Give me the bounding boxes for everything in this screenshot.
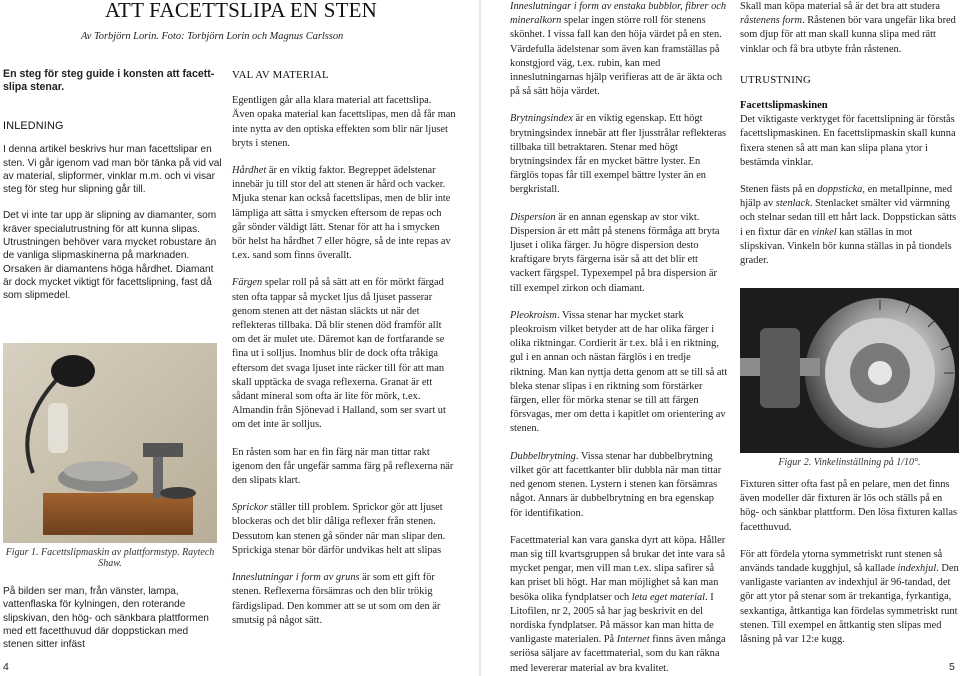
term-inneslutningar: Inneslutningar i form av enstaka bubblor, fibrer och mineralkorn: [510, 1, 727, 27]
column-2: [232, 68, 456, 641]
term-doppsticka: doppsticka: [817, 184, 863, 196]
figure-1-description: [3, 585, 219, 664]
brytningsindex-paragraph: [510, 112, 728, 197]
rastenens-text-a: Skall man köpa material så är det bra att studera: [740, 1, 940, 12]
inneslutningar-text: spelar ingen större roll för stenens skönhet. I vissa fall kan den höja värdet på en sten. Värdefulla ädelstenar som även kan framställas på konstgjord väg, t.ex. rubin, kan med inneslutningarnas hjälp verifieras att de är äkta och på så sätt höja värdet.: [510, 15, 723, 98]
indexhjul-paragraph: [740, 548, 959, 647]
figure-1-text: På bilden ser man, från vänster, lampa, vattenflaska för kylningen, den roterande slipskivan, den hög- och sänkbara plattformen med ett facetthuvud där doppstickan med stenen sitter infäst: [3, 586, 209, 651]
term-hardhet: Hårdhet: [232, 165, 267, 177]
column-3: [510, 0, 728, 676]
column-4-bottom: [740, 478, 959, 660]
pleokroism-text: . Vissa stenar har mycket stark pleokroism vilket betyder att de har olika färger i olika riktningar. Cordierit är t.ex. blå i en riktning, gul i en annan och nästan färglös i en tredje riktning. Man kan nyttja detta genom att se till så att bleka stenar slipas i en riktning som förstärker färgen, eller för mörka stenar se till att färgen försvagas, mer om detta i kapitlet om orientering av stenen.: [510, 309, 728, 435]
rastenens-text-b: . Råstenen bör vara ungefär lika bred som djup för att man skall kunna slipa med rätt vinklar och få bra utbyte från råstenen.: [740, 15, 956, 55]
figure-1-photo: [3, 343, 217, 543]
rastenens-form-paragraph: [740, 0, 959, 57]
lead-paragraph: En steg för steg guide i konsten att facettslipa stenar.: [3, 68, 215, 93]
fixture-paragraph: Fixturen sitter ofta fast på en pelare, men det finns även modeller där fixturen är lös och ställs på en hög- och sänkbar plattform. Den lösa fixturen kallas facetthuvud.: [740, 479, 957, 533]
term-leta-eget-material: leta eget material: [631, 591, 706, 603]
subheading-facettslipmaskinen: Facettslipmaskinen: [740, 100, 828, 112]
facettmaterial-text-c: finns även många seriösa säljare av facettmaterial, som du kan räkna med levererar material av bra kvalitet.: [510, 634, 726, 674]
intro-paragraph-1: I denna artikel beskrivs hur man facettslipar en sten. Vi går igenom vad man bör tänka på vid val av material, slipformer, vinklar m.m. och vi visar steg för steg hur slipning går till.: [3, 144, 222, 196]
term-internet: Internet: [616, 634, 650, 646]
term-dubbelbrytning: Dubbelbrytning: [510, 450, 576, 462]
indexhjul-text-b: . Den vanligaste varianten av indexhjul är 96-tandad, det gör att ytor på stenar som är trekantiga, fyrkantiga, sexkantiga, åttkantiga kan fördelas symmetriskt runt stenen. Till exempel en åttkantig sten slipas med låsning på var 12:e kugg.: [740, 563, 959, 646]
facet-machine-image: [3, 343, 217, 543]
page-gutter: [479, 0, 481, 676]
article-byline: Av Torbjörn Lorin. Foto: Torbjörn Lorin och Magnus Carlsson: [81, 31, 344, 42]
term-indexhjul: indexhjul: [897, 563, 937, 575]
figure-2-photo: [740, 288, 959, 453]
term-dispersion: Dispersion: [510, 211, 556, 223]
sprickor-text: ställer till problem. Sprickor gör att ljuset blockeras och det blir dåliga reflexer från stenen. Dessutom kan stenen gå sönder när man slipar den. Sprickiga stenar bör därför undvikas helt att slipas: [232, 502, 446, 556]
material-paragraph-hardhet: [232, 164, 456, 263]
equipment-text-d: kan ställas in mot slipskivan. Vinkeln bör kunna ställas in på tiondels grader.: [740, 226, 952, 267]
term-sprickor: Sprickor: [232, 502, 268, 514]
article-title: ATT FACETTSLIPA EN STEN: [105, 0, 377, 22]
fargen-text: spelar roll på så sätt att en för mörkt färgad sten ofta tappar så mycket ljus då ljuset passerar genom stenen att det nästan släckts ut när det reflekteras tillbaka. Då blir stenen död framför allt om det är mulet ute. Däremot kan de fortfarande se fina ut i solljus. Inomhus blir de dock ofta tråkiga eftersom det svaga ljuset inte räcker till för att man skall upptäcka de svaga reflexerna. Granat är ett sådant mineral som ofta är lite för mörk, t.ex. Almandin från Sjönevad i Halland, som ser svart ut om det inte är solljus.: [232, 277, 446, 431]
figure-2-caption: Figur 2. Vinkelinställning på 1/10°.: [778, 457, 921, 468]
term-gruns: Inneslutningar i form av gruns: [232, 572, 360, 584]
term-vinkel: vinkel: [811, 226, 837, 238]
intro-paragraph-2: Det vi inte tar upp är slipning av diamanter, som kräver specialutrustning för att kunna slipas. Utrustningen behöver vara mycket robustare än de vanliga slipmaskinerna på marknaden. Orsaken är diamantens höga hårdhet. Diamant är dock mycket viktigt för facettslipning, fast då som slipmedel.: [3, 210, 217, 302]
hardhet-text: är en viktig faktor. Begreppet ädelstenar innebär ju till stor del att stenen är hård och vacker. Mjuka stenar kan också facettslipas, men de blir inte lämpliga att sätta i smycken eftersom de repas och går sönder väldigt lätt. Stenar för att ha i smycken bör helst ha hårdhet 7 eller högre, så de inte repas av t.ex. sand som finns överallt.: [232, 165, 451, 262]
term-brytningsindex: Brytningsindex: [510, 113, 573, 125]
facettmaterial-text-a: Facettmaterial kan vara ganska dyrt att köpa. Håller man sig till kvartsgruppen så brukar det inte vara så mycket pengar, men vill man t.ex. slipa safirer så kan priset bli högt. Har man möjlighet så kan man besöka olika fyndplatser och: [510, 534, 726, 603]
equipment-paragraph-2: [740, 183, 959, 268]
page-number-right: 5: [949, 661, 955, 673]
term-pleokroism: Pleokroism: [510, 309, 557, 321]
figure-1-caption: Figur 1. Facettslipmaskin av plattformstyp. Raytech Shaw.: [5, 547, 215, 569]
inclusions-paragraph: [510, 0, 728, 99]
indexhjul-text-a: För att fördela ytorna symmetriskt runt stenen så används tandade kugghjul, så kallade: [740, 548, 943, 575]
heading-utrustning: UTRUSTNING: [740, 73, 811, 86]
facettmaterial-paragraph: [510, 534, 728, 676]
material-paragraph-gruns: [232, 571, 456, 628]
term-rastenens-form: råstenens form: [740, 15, 803, 27]
pleokroism-paragraph: [510, 309, 728, 437]
equipment-paragraph-1: Det viktigaste verktyget för facettslipning är förstås facettslipmaskinen. En facettslipmaskin skall kunna fixera stenen så att man kan slipa plana ytor i bestämda vinklar.: [740, 114, 956, 168]
dubbelbrytning-paragraph: [510, 450, 728, 521]
equipment-text-a: Stenen fästs på en: [740, 184, 818, 196]
material-paragraph-rasten: En råsten som har en fin färg när man tittar rakt igenom den får ungefär samma färg på reflexerna när den slipats klart.: [232, 446, 454, 487]
heading-inledning: INLEDNING: [3, 120, 64, 132]
equipment-text-c: . Stenlacket smälter vid värmning och stelnar sedan till ett hårt lack. Doppstickan sätts i en fixtur där en: [740, 198, 957, 238]
term-stenlack: stenlack: [775, 198, 810, 210]
dubbelbrytning-text: . Vissa stenar har dubbelbrytning vilket gör att facettkanter blir dubbla när man tittar ned genom stenen. Lystern i stenen kan försämras något. Annars är dubbelbrytning en bra egenskap för identifikation.: [510, 450, 722, 519]
gruns-text: är som ett gift för stenen. Reflexerna försämras och den blir trökig färdigslipad. Den kommer att se ut som om den är smutsig på något sätt.: [232, 572, 441, 626]
page-number-left: 4: [3, 661, 9, 673]
material-paragraph-1: Egentligen går alla klara material att facettslipa. Även opaka material kan facettslipas, men då får man inte nytta av den optiska effekten som blir när ljuset bryts i stenen.: [232, 95, 456, 149]
angle-dial-image: [740, 288, 959, 453]
facettmaterial-text-b: . I Litofilen, nr 2, 2005 så har jag beskrivit en del nordiska fyndplatser. På mässor kan man hitta de vanligaste materialen. På: [510, 591, 714, 646]
dispersion-paragraph: [510, 211, 728, 296]
heading-val-av-material: VAL AV MATERIAL: [232, 69, 329, 81]
equipment-text-b: , en metallpinne, med hjälp av: [740, 184, 953, 210]
material-paragraph-fargen: [232, 276, 456, 432]
brytningsindex-text: är en viktig egenskap. Ett högt brytningsindex innebär att fler ljusstrålar reflekteras tillbaka till betraktaren. Stenar med högt brytningsindex får en mycket bättre lyster. En färglös topas får till exempel bättre lyster än en bergkristall.: [510, 113, 727, 196]
material-paragraph-sprickor: [232, 501, 456, 558]
dispersion-text: är en annan egenskap av stor vikt. Dispersion är ett mått på stenens förmåga att bryta ljuset i olika färger. Ju högre dispersion desto kraftigare bryts färgerna isär så att det blir ett vackert färgspel. Typexempel på bra dispersion är till exempel zirkon och diamant.: [510, 211, 720, 294]
column-1: [3, 68, 223, 316]
column-4: [740, 0, 959, 281]
term-fargen: Färgen: [232, 277, 263, 289]
